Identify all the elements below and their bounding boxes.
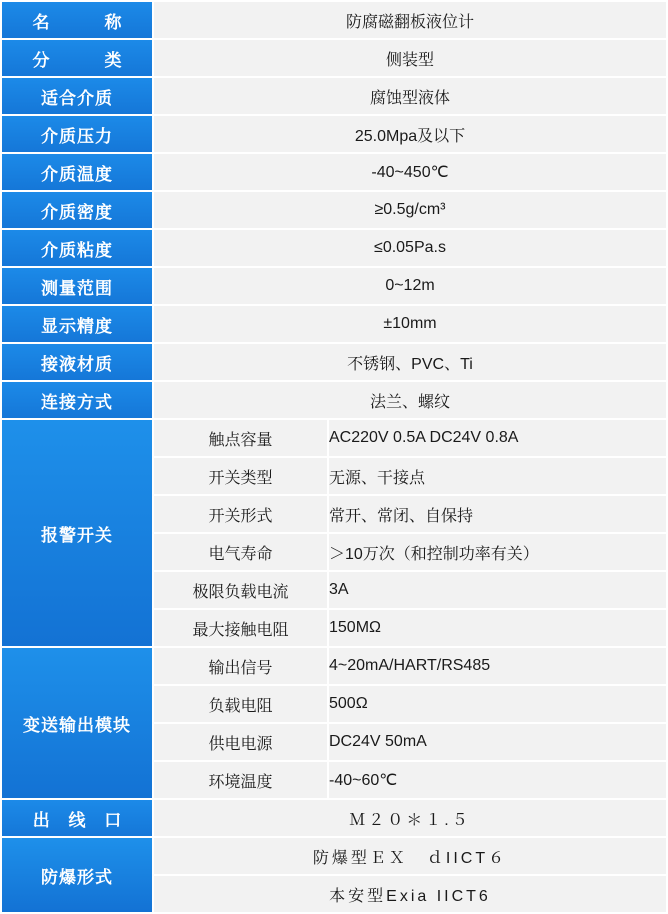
- group-label-transmitter-module: 变送输出模块: [1, 647, 153, 799]
- sub-value-switch-form: 常开、常闭、自保持: [328, 495, 667, 533]
- row-label-range: 测量范围: [1, 267, 153, 305]
- table-row: [1, 837, 667, 875]
- sub-value-load-resistance: 500Ω: [328, 685, 667, 723]
- table-row: [1, 191, 667, 229]
- row-value-density: ≥0.5g/cm³: [153, 191, 667, 229]
- table-row: [1, 799, 667, 837]
- sub-label-ambient-temperature: 环境温度: [153, 761, 328, 799]
- sub-value-max-contact-resistance: 150MΩ: [328, 609, 667, 647]
- table-row: [1, 647, 667, 685]
- table-row: [1, 39, 667, 77]
- group-label-alarm-switch: 报警开关: [1, 419, 153, 647]
- sub-value-contact-capacity: AC220V 0.5A DC24V 0.8A: [328, 419, 667, 457]
- row-value-accuracy: ±10mm: [153, 305, 667, 343]
- table-row: [1, 153, 667, 191]
- sub-label-max-contact-resistance: 最大接触电阻: [153, 609, 328, 647]
- sub-label-switch-form: 开关形式: [153, 495, 328, 533]
- sub-label-load-resistance: 负载电阻: [153, 685, 328, 723]
- row-value-connection: 法兰、螺纹: [153, 381, 667, 419]
- row-label-connection: 连接方式: [1, 381, 153, 419]
- row-label-category: 分 类: [1, 39, 153, 77]
- table-row: [1, 115, 667, 153]
- row-label-wetted-material: 接液材质: [1, 343, 153, 381]
- table-body: [1, 1, 667, 913]
- table-row: [1, 1, 667, 39]
- row-value-temperature: -40~450℃: [153, 153, 667, 191]
- row-value-category: 侧装型: [153, 39, 667, 77]
- sub-label-electrical-life: 电气寿命: [153, 533, 328, 571]
- table-row: [1, 381, 667, 419]
- sub-label-power-supply: 供电电源: [153, 723, 328, 761]
- sub-label-contact-capacity: 触点容量: [153, 419, 328, 457]
- row-label-temperature: 介质温度: [1, 153, 153, 191]
- sub-value-switch-type: 无源、干接点: [328, 457, 667, 495]
- row-label-viscosity: 介质粘度: [1, 229, 153, 267]
- row-label-pressure: 介质压力: [1, 115, 153, 153]
- row-value-medium: 腐蚀型液体: [153, 77, 667, 115]
- row-label-accuracy: 显示精度: [1, 305, 153, 343]
- sub-value-power-supply: DC24V 50mA: [328, 723, 667, 761]
- sub-value-limit-load-current: 3A: [328, 571, 667, 609]
- sub-label-switch-type: 开关类型: [153, 457, 328, 495]
- sub-value-electrical-life: ＞10万次（和控制功率有关）: [328, 533, 667, 571]
- table-row: [1, 267, 667, 305]
- sub-label-output-signal: 输出信号: [153, 647, 328, 685]
- table-row: [1, 343, 667, 381]
- row-value-pressure: 25.0Mpa及以下: [153, 115, 667, 153]
- row-value-range: 0~12m: [153, 267, 667, 305]
- row-label-outlet: 出 线 口: [1, 799, 153, 837]
- table-row: [1, 229, 667, 267]
- row-value-viscosity: ≤0.05Pa.s: [153, 229, 667, 267]
- sub-label-limit-load-current: 极限负载电流: [153, 571, 328, 609]
- row-value-explosion-proof-1: 防爆型ＥＸ ｄIICT６: [153, 837, 667, 875]
- sub-value-output-signal: 4~20mA/HART/RS485: [328, 647, 667, 685]
- row-label-name: 名 称: [1, 1, 153, 39]
- row-value-outlet: Ｍ２０＊１.５: [153, 799, 667, 837]
- sub-value-ambient-temperature: -40~60℃: [328, 761, 667, 799]
- row-value-name: 防腐磁翻板液位计: [153, 1, 667, 39]
- row-label-medium: 适合介质: [1, 77, 153, 115]
- table-row: [1, 305, 667, 343]
- row-value-wetted-material: 不锈钢、PVC、Ti: [153, 343, 667, 381]
- row-value-explosion-proof-2: 本安型Exia IICT6: [153, 875, 667, 913]
- group-label-explosion-proof: 防爆形式: [1, 837, 153, 913]
- table-row: [1, 77, 667, 115]
- row-label-density: 介质密度: [1, 191, 153, 229]
- table-row: [1, 419, 667, 457]
